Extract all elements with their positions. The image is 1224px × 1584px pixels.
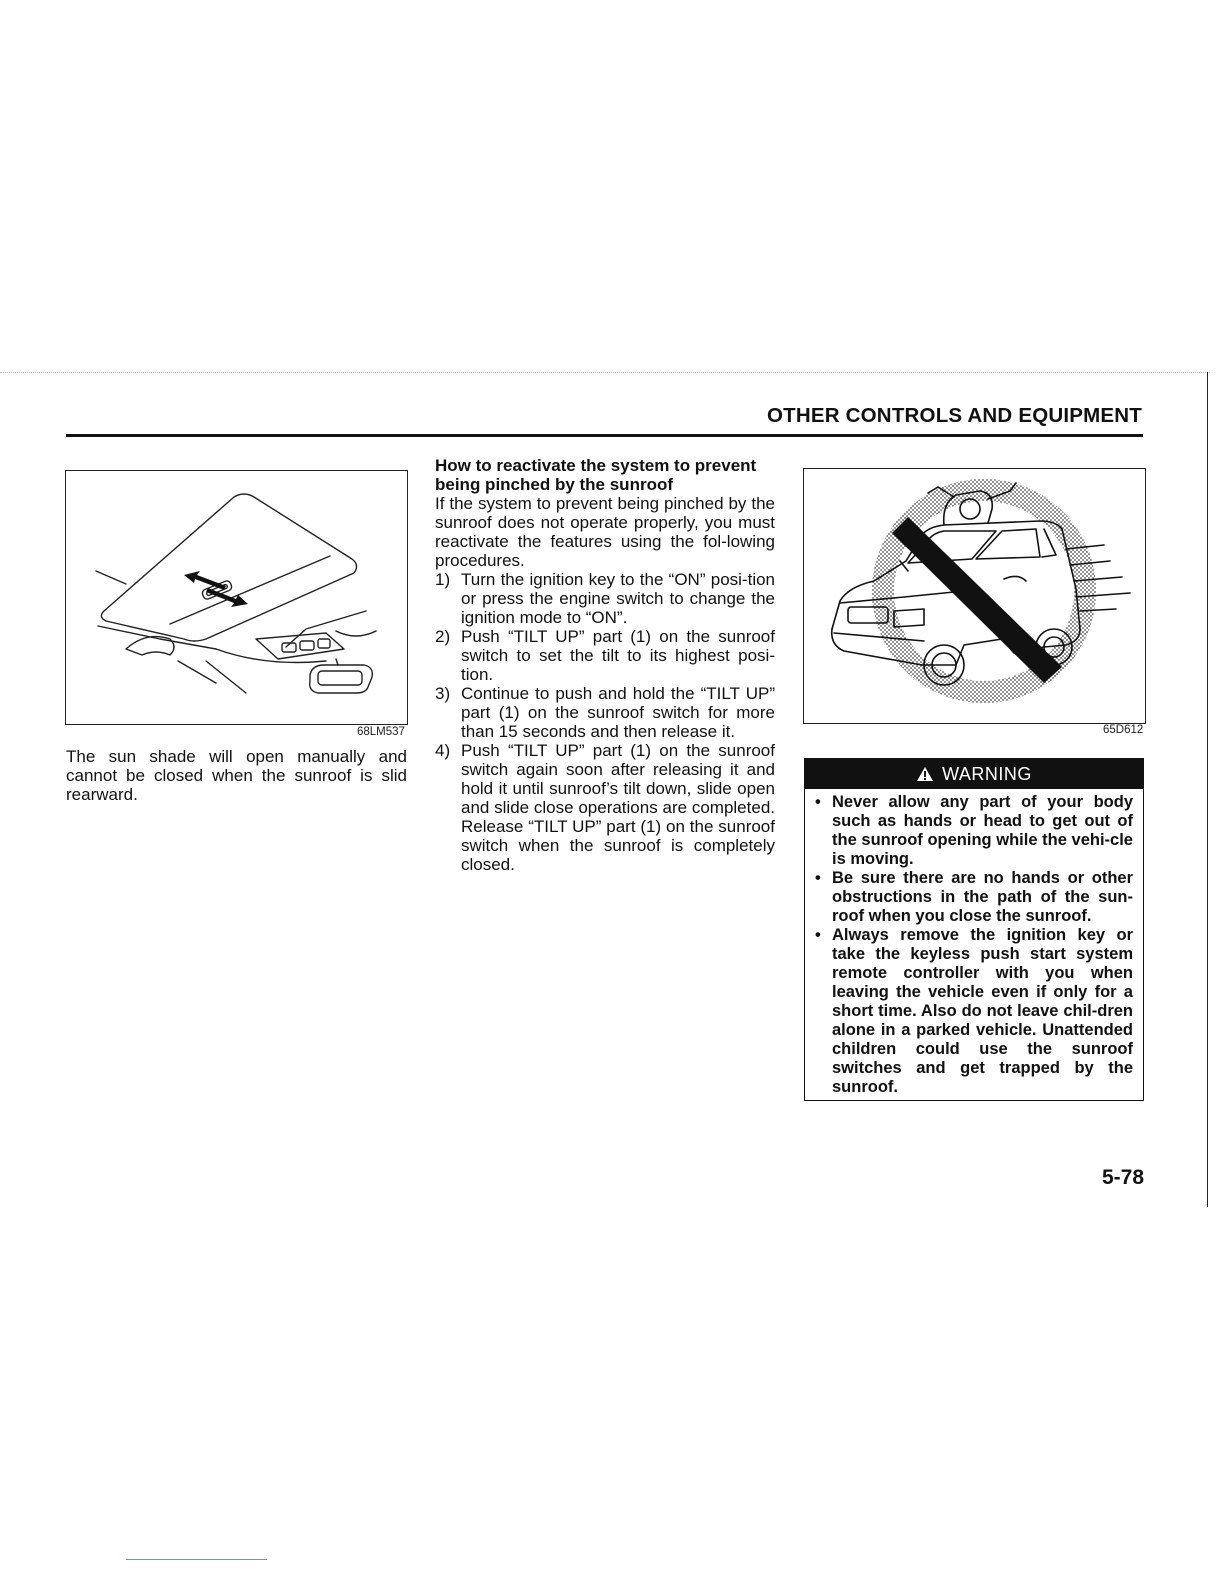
step-item — [435, 570, 775, 627]
bullet-icon: • — [815, 793, 821, 811]
reactivation-intro: If the system to prevent being pinched by the sunroof does not operate properly, you must reactivate the features using the fol-lowing procedures. — [435, 494, 775, 570]
warning-title-bar — [805, 759, 1143, 789]
step-item — [435, 627, 775, 684]
bullet-icon: • — [815, 926, 821, 944]
warning-box — [804, 758, 1144, 1101]
step-number: 2) — [435, 627, 451, 646]
warning-item — [815, 869, 1133, 926]
sunroof-sunshade-diagram-icon — [66, 471, 407, 724]
step-item — [435, 684, 775, 741]
step-item — [435, 741, 775, 874]
reactivation-section — [435, 456, 775, 874]
step-text: Continue to push and hold the “TILT UP” part (1) on the sunroof switch for more than 15 seconds and then release it. — [461, 684, 775, 741]
footer-link-underline — [126, 1559, 267, 1560]
warning-item-text: Be sure there are no hands or other obstructions in the path of the sun-roof when you close the sunroof. — [832, 869, 1133, 925]
warning-item — [815, 926, 1133, 1097]
warning-item — [815, 793, 1133, 869]
scan-artifact-line — [0, 372, 1210, 373]
warning-list — [805, 789, 1143, 1097]
figure-code-left: 68LM537 — [357, 726, 405, 738]
section-title: OTHER CONTROLS AND EQUIPMENT — [767, 404, 1142, 427]
reactivation-heading: How to reactivate the system to prevent being pinched by the sunroof — [435, 456, 757, 494]
warning-triangle-icon — [916, 766, 934, 782]
step-text: Push “TILT UP” part (1) on the sunroof switch to set the tilt to its highest posi-tion. — [461, 627, 775, 684]
no-body-out-of-sunroof-icon — [804, 469, 1145, 723]
step-number: 3) — [435, 684, 451, 703]
warning-item-text: Always remove the ignition key or take the keyless push start system remote controller with you when leaving the vehicle even if only for a short time. Also do not leave chil-dren alone in a parked vehicle. Unattended children could use the sunroof switches and get trapped by the sunroof. — [832, 926, 1133, 1096]
page-number: 5-78 — [1101, 1166, 1144, 1189]
warning-figure — [803, 468, 1146, 724]
page-edge-rule — [1207, 372, 1208, 1207]
step-number: 4) — [435, 741, 451, 760]
reactivation-steps — [435, 570, 775, 874]
figure-code-right: 65D612 — [1103, 724, 1144, 736]
header-rule — [66, 434, 1143, 437]
step-text: Push “TILT UP” part (1) on the sunroof switch again soon after releasing it and hold it until sunroof’s tilt down, slide open and slide close operations are completed. Release “TILT UP” part (1) on the sunroof switch when the sunroof is completely closed. — [461, 741, 775, 874]
warning-title: WARNING — [942, 764, 1032, 784]
sunshade-paragraph: The sun shade will open manually and cannot be closed when the sunroof is slid rearward. — [66, 747, 407, 804]
bullet-icon: • — [815, 869, 821, 887]
step-number: 1) — [435, 570, 451, 589]
step-text: Turn the ignition key to the “ON” posi-tion or press the engine switch to change the ignition mode to “ON”. — [461, 570, 775, 627]
warning-item-text: Never allow any part of your body such as hands or head to get out of the sunroof opening while the vehi-cle is moving. — [832, 793, 1133, 868]
sunroof-figure — [65, 470, 408, 725]
